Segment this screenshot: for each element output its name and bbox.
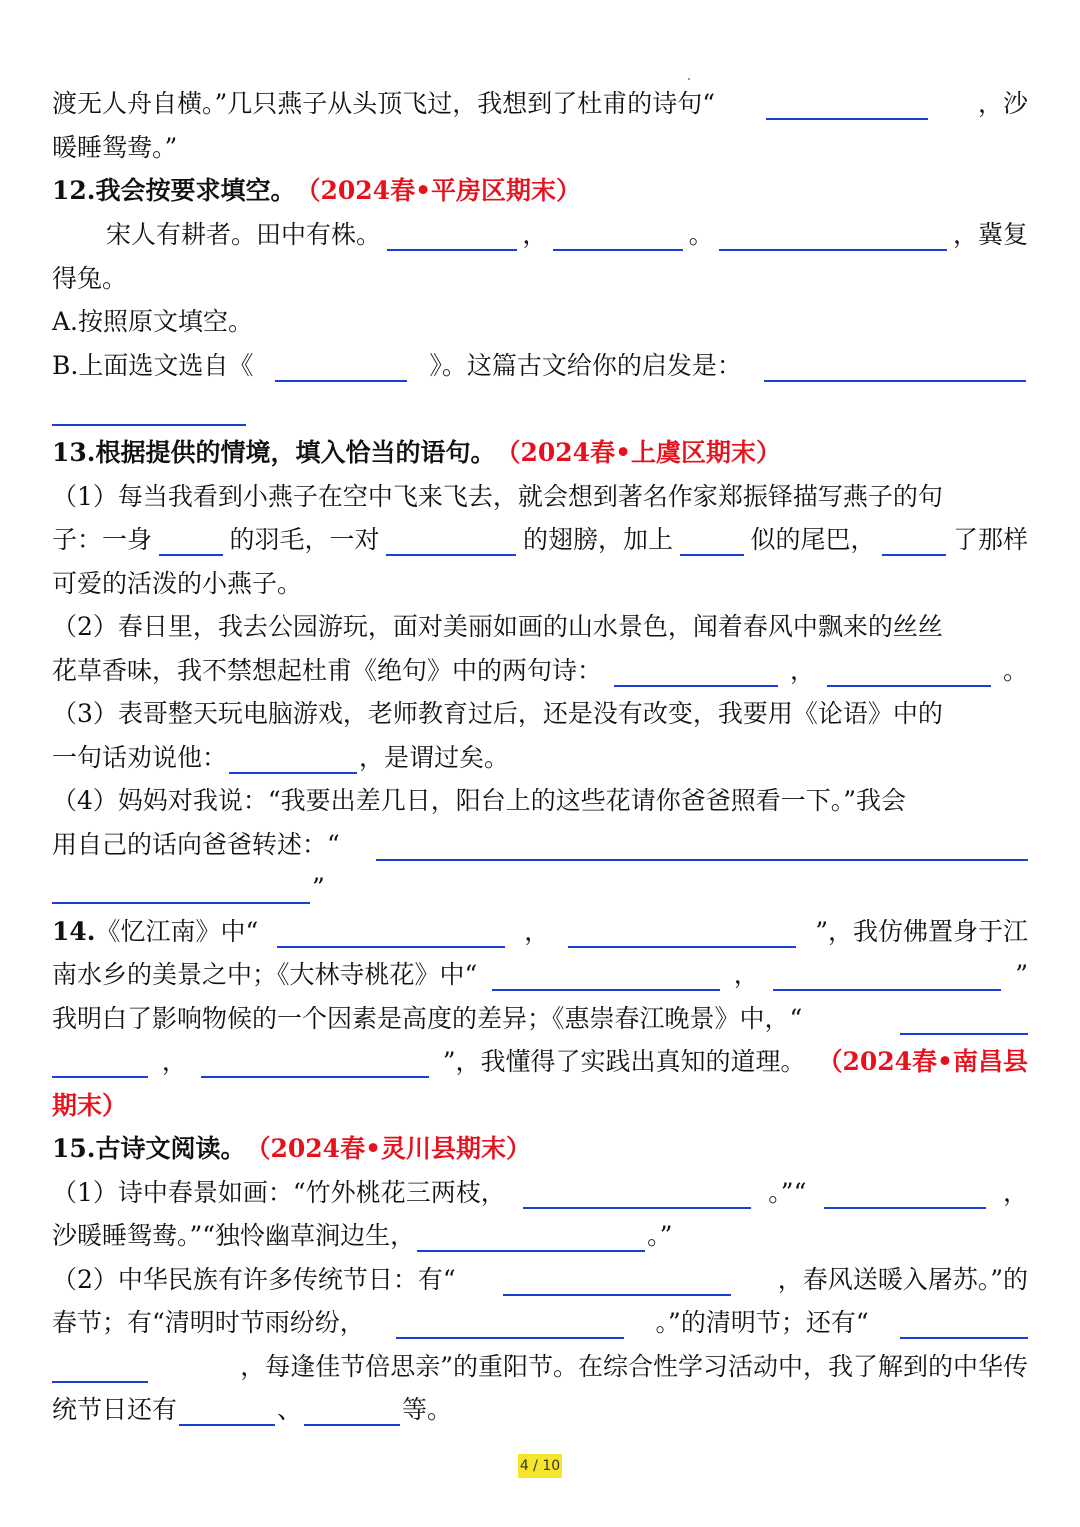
answer-blank[interactable] [52, 872, 310, 904]
source-tag: （2024春•南昌县 [817, 1047, 1028, 1076]
text: （4）妈妈对我说：“我要出差几日，阳台上的这些花请你爸爸照看一下。”我会 [52, 786, 906, 815]
question-title: 15.古诗文阅读。 [52, 1134, 246, 1163]
text: ， [733, 960, 759, 989]
answer-blank[interactable] [277, 916, 505, 948]
text: （3）表哥整天玩电脑游戏，老师教育过后，还是没有改变，我要用《论语》中的 [52, 699, 943, 728]
answer-blank[interactable] [764, 350, 1026, 382]
text: 、 [277, 1395, 303, 1424]
text-line [52, 1214, 1028, 1258]
text: 了那样 [952, 525, 1028, 554]
text-line [52, 1345, 1028, 1389]
text: ， [1002, 1178, 1028, 1207]
text: （2）春日里，我去公园游玩，面对美丽如画的山水景色，闻着春风中飘来的丝丝 [52, 612, 943, 641]
text: 。”的清明节；还有“ [655, 1308, 869, 1337]
text-line [52, 1258, 1028, 1302]
text: 》。这篇古文给你的启发是： [429, 351, 742, 380]
answer-blank[interactable] [523, 1177, 751, 1209]
text-line [52, 562, 1028, 606]
text: 。” [647, 1221, 673, 1250]
answer-blank[interactable] [275, 350, 407, 382]
text: ，是谓过矣。 [359, 743, 510, 772]
answer-blank[interactable] [773, 959, 1001, 991]
answer-blank[interactable] [766, 88, 928, 120]
text-line [52, 1171, 1028, 1215]
text: （1）每当我看到小燕子在空中飞来飞去，就会想到著名作家郑振铎描写燕子的句 [52, 482, 943, 511]
answer-blank[interactable] [553, 219, 683, 251]
answer-blank[interactable] [900, 1307, 1028, 1339]
answer-blank[interactable] [719, 219, 947, 251]
text-line [52, 1388, 1028, 1432]
source-tag: 期末） [52, 1091, 128, 1120]
text: ， [161, 1047, 187, 1076]
text: ，春风送暖入屠苏。”的 [777, 1265, 1028, 1294]
text-line [52, 213, 1028, 257]
text: 。”“ [768, 1178, 807, 1207]
question-title: 12.我会按要求填空。 [52, 176, 296, 205]
text: A.按照原文填空。 [52, 307, 254, 336]
answer-blank[interactable] [304, 1394, 400, 1426]
text-line [52, 692, 1028, 736]
answer-blank[interactable] [827, 655, 991, 687]
text: 用自己的话向爸爸转述：“ [52, 830, 340, 859]
text: 一句话劝说他： [52, 743, 228, 772]
text-line [52, 344, 1028, 388]
text: ”，我仿佛置身于江 [815, 917, 1028, 946]
text: 渡无人舟自横。”几只燕子从头顶飞过，我想到了杜甫的诗句“ [52, 89, 716, 118]
text: ”，我懂得了实践出真知的道理。 [442, 1047, 806, 1076]
text: 《忆江南》中“ [95, 917, 259, 946]
answer-blank[interactable] [396, 1307, 624, 1339]
answer-blank[interactable] [824, 1177, 986, 1209]
text: 暖睡鸳鸯。” [52, 133, 178, 162]
text-line [52, 649, 1028, 693]
answer-blank[interactable] [229, 742, 357, 774]
text: （1）诗中春景如画：“竹外桃花三两枝， [52, 1178, 506, 1207]
answer-blank[interactable] [680, 524, 744, 556]
answer-blank[interactable] [376, 829, 1028, 861]
text-line [52, 257, 1028, 301]
text: ，冀复 [952, 220, 1028, 249]
text-line [52, 1040, 1028, 1084]
text: 沙暖睡鸳鸯。”“独怜幽草涧边生， [52, 1221, 416, 1250]
text-line [52, 388, 1028, 432]
answer-blank[interactable] [882, 524, 946, 556]
question-12-title [52, 169, 1028, 213]
answer-blank[interactable] [386, 524, 516, 556]
text: 。 [1002, 656, 1028, 685]
text: 我明白了影响物候的一个因素是高度的差异；《惠崇春江晚景》中，“ [52, 1004, 803, 1033]
question-14 [52, 910, 1028, 954]
source-tag: （2024春•灵川县期末） [245, 1134, 532, 1163]
text: ， [789, 656, 815, 685]
text-line [52, 126, 1028, 170]
text: 南水乡的美景之中；《大林寺桃花》中“ [52, 960, 478, 989]
answer-blank[interactable] [417, 1220, 645, 1252]
answer-blank[interactable] [614, 655, 778, 687]
text-line [52, 866, 1028, 910]
text: 子：一身 [52, 525, 153, 554]
text-line [52, 736, 1028, 780]
question-13-title [52, 431, 1028, 475]
answer-blank[interactable] [179, 1394, 275, 1426]
text: 可爱的活泼的小燕子。 [52, 569, 303, 598]
answer-blank[interactable] [503, 1264, 731, 1296]
text: ， [522, 220, 548, 249]
page-number: 4 / 10 [518, 1454, 562, 1478]
text-line [52, 779, 1028, 823]
text: 等。 [402, 1395, 453, 1424]
text-line [52, 475, 1028, 519]
text-line [52, 953, 1028, 997]
text-line [52, 605, 1028, 649]
source-tag: （2024春•平房区期末） [295, 176, 582, 205]
text: 统节日还有 [52, 1395, 178, 1424]
text: B.上面选文选自《 [52, 351, 254, 380]
text: 的羽毛，一对 [229, 525, 380, 554]
text: 。 [688, 220, 714, 249]
text-line [52, 1301, 1028, 1345]
text: ” [1015, 960, 1028, 989]
answer-blank[interactable] [52, 1351, 148, 1383]
question-15-title [52, 1127, 1028, 1171]
text: 宋人有耕者。田中有株。 [106, 220, 382, 249]
text: ，沙 [977, 89, 1028, 118]
text: 得兔。 [52, 264, 128, 293]
text-line [52, 823, 1028, 867]
answer-blank[interactable] [52, 1046, 148, 1078]
answer-blank[interactable] [568, 916, 796, 948]
answer-blank[interactable] [52, 394, 246, 426]
text-line [52, 300, 1028, 344]
text-line [52, 997, 1028, 1041]
text: ，每逢佳节倍思亲”的重阳节。在综合性学习活动中，我了解到的中华传 [240, 1352, 1028, 1381]
text: 春节；有“清明时节雨纷纷， [52, 1308, 365, 1337]
answer-blank[interactable] [387, 219, 517, 251]
text: ” [312, 873, 325, 902]
text: （2）中华民族有许多传统节日：有“ [52, 1265, 456, 1294]
source-tag: （2024春•上虞区期末） [495, 438, 782, 467]
text-line [52, 82, 1028, 126]
text: 花草香味，我不禁想起杜甫《绝句》中的两句诗： [52, 656, 603, 685]
text: 的翅膀，加上 [522, 525, 673, 554]
text: 似的尾巴， [750, 525, 876, 554]
answer-blank[interactable] [492, 959, 720, 991]
answer-blank[interactable] [900, 1003, 1028, 1035]
question-title: 13.根据提供的情境，填入恰当的语句。 [52, 438, 496, 467]
text-line [52, 1084, 1028, 1128]
answer-blank[interactable] [201, 1046, 429, 1078]
answer-blank[interactable] [159, 524, 223, 556]
question-number: 14. [52, 917, 96, 946]
speck [688, 78, 690, 80]
text-line [52, 518, 1028, 562]
text: ， [524, 917, 550, 946]
